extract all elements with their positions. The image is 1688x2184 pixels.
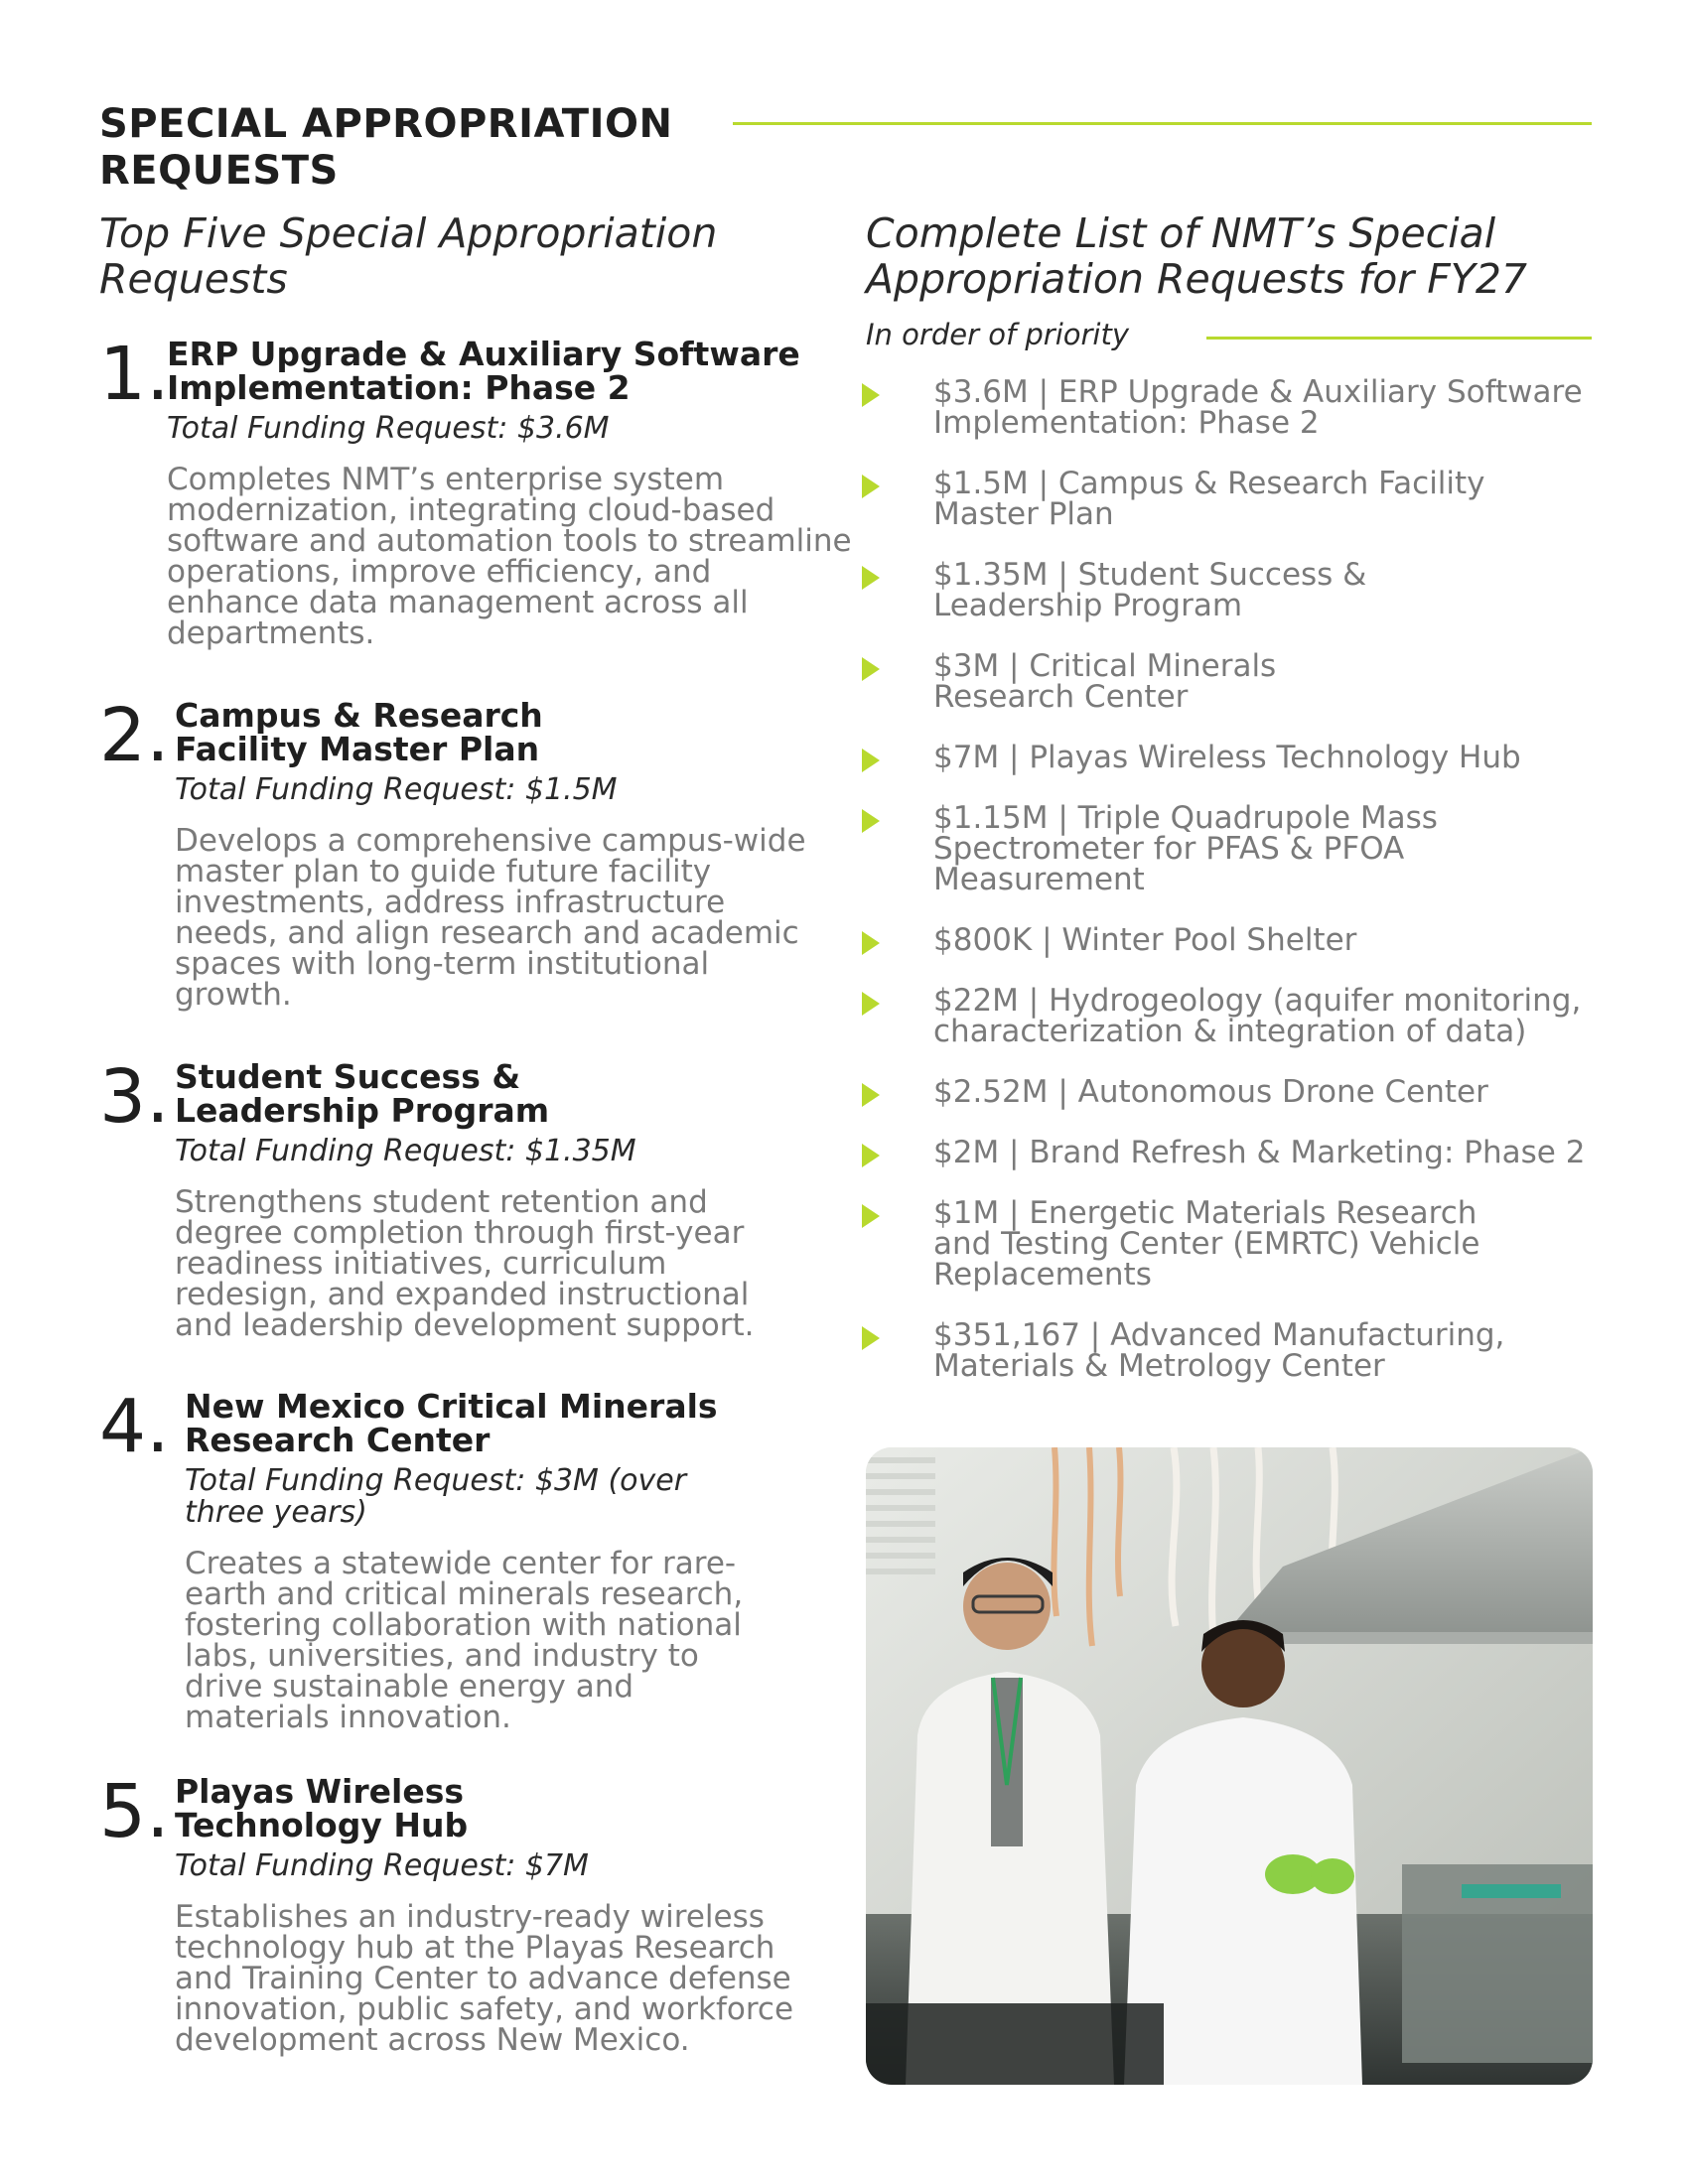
list-item	[862, 1074, 1597, 1110]
request-title: ERP Upgrade & Auxiliary Software Implementation: Phase 2	[167, 335, 800, 407]
triangle-bullet-icon	[862, 1144, 880, 1167]
list-item	[862, 557, 1597, 623]
request-number: 1.	[99, 332, 170, 417]
request-description: Develops a comprehensive campus-wide master plan to guide future facility investments, address infrastructure needs, and align research and academic spaces with long-term institutional growth.	[175, 823, 806, 1013]
list-item-text: $1.15M | Triple Quadrupole Mass Spectrometer for PFAS & PFOA Measurement	[933, 800, 1438, 897]
appropriation-list	[862, 374, 1597, 1412]
request-funding: Total Funding Request: $1.35M	[175, 1134, 636, 1168]
list-item	[862, 1135, 1597, 1170]
request-number: 5.	[99, 1769, 170, 1854]
triangle-bullet-icon	[862, 1204, 880, 1228]
list-item	[862, 740, 1597, 775]
list-item	[862, 983, 1597, 1049]
request-body	[175, 1772, 830, 2058]
complete-list-heading: Complete List of NMT’s Special Appropriation Requests for FY27	[866, 209, 1527, 303]
lab-scene-illustration	[866, 1447, 1593, 2085]
list-item-text: $351,167 | Advanced Manufacturing, Materials & Metrology Center	[933, 1317, 1505, 1384]
list-item-text: $3M | Critical Minerals Research Center	[933, 648, 1277, 715]
list-item	[862, 466, 1597, 532]
list-item	[862, 1195, 1597, 1293]
request-funding: Total Funding Request: $7M	[175, 1848, 589, 1883]
request-funding: Total Funding Request: $3.6M	[167, 411, 610, 446]
title-divider	[733, 122, 1592, 125]
list-item	[862, 648, 1597, 715]
triangle-bullet-icon	[862, 992, 880, 1016]
triangle-bullet-icon	[862, 1083, 880, 1107]
request-title: Campus & Research Facility Master Plan	[175, 696, 543, 768]
top-five-heading: Top Five Special Appropriation Requests	[99, 209, 718, 303]
priority-subheading: In order of priority	[866, 318, 1130, 351]
list-item	[862, 800, 1597, 897]
list-item-text: $1.5M | Campus & Research Facility Master Plan	[933, 466, 1485, 532]
triangle-bullet-icon	[862, 1326, 880, 1350]
list-item-text: $1.35M | Student Success & Leadership Program	[933, 557, 1367, 623]
lab-researchers-photo	[866, 1447, 1593, 2085]
list-item	[862, 1317, 1597, 1384]
triangle-bullet-icon	[862, 809, 880, 833]
list-item-text: $800K | Winter Pool Shelter	[933, 922, 1357, 958]
request-description: Strengthens student retention and degree completion through first-year readiness initiatives, curriculum redesign, and expanded instructional and leadership development support.	[175, 1184, 755, 1343]
request-body	[167, 335, 852, 651]
triangle-bullet-icon	[862, 657, 880, 681]
triangle-bullet-icon	[862, 749, 880, 772]
request-body	[185, 1387, 830, 1735]
priority-divider	[1206, 337, 1592, 340]
list-item-text: $3.6M | ERP Upgrade & Auxiliary Software Implementation: Phase 2	[933, 374, 1583, 441]
request-description: Completes NMT’s enterprise system modernization, integrating cloud-based software and automation tools to streamline operations, improve efficiency, and enhance data management across all departments.	[167, 462, 852, 651]
request-description: Creates a statewide center for rare-earth and critical minerals research, fostering collaboration with national labs, universities, and industry to drive sustainable energy and materials innovation.	[185, 1546, 744, 1735]
request-title: Playas Wireless Technology Hub	[175, 1772, 469, 1844]
request-number: 3.	[99, 1054, 170, 1140]
request-body	[175, 1057, 830, 1343]
request-title: Student Success & Leadership Program	[175, 1057, 550, 1130]
triangle-bullet-icon	[862, 383, 880, 407]
request-description: Establishes an industry-ready wireless technology hub at the Playas Research and Training Center to advance defense innovation, public safety, and workforce development across New Mexico.	[175, 1899, 794, 2058]
triangle-bullet-icon	[862, 566, 880, 590]
request-number: 4.	[99, 1384, 170, 1469]
list-item	[862, 922, 1597, 958]
request-number: 2.	[99, 693, 170, 778]
list-item-text: $2.52M | Autonomous Drone Center	[933, 1074, 1488, 1110]
triangle-bullet-icon	[862, 475, 880, 498]
list-item-text: $1M | Energetic Materials Research and Testing Center (EMRTC) Vehicle Replacements	[933, 1195, 1480, 1293]
triangle-bullet-icon	[862, 931, 880, 955]
request-body	[175, 696, 830, 1013]
request-funding: Total Funding Request: $3M (over three years)	[185, 1463, 687, 1530]
list-item-text: $22M | Hydrogeology (aquifer monitoring, characterization & integration of data)	[933, 983, 1582, 1049]
request-funding: Total Funding Request: $1.5M	[175, 772, 618, 807]
list-item-text: $7M | Playas Wireless Technology Hub	[933, 740, 1521, 775]
list-item-text: $2M | Brand Refresh & Marketing: Phase 2	[933, 1135, 1586, 1170]
list-item	[862, 374, 1597, 441]
page-title: SPECIAL APPROPRIATION REQUESTS	[99, 101, 673, 194]
request-title: New Mexico Critical Minerals Research Center	[185, 1387, 718, 1459]
